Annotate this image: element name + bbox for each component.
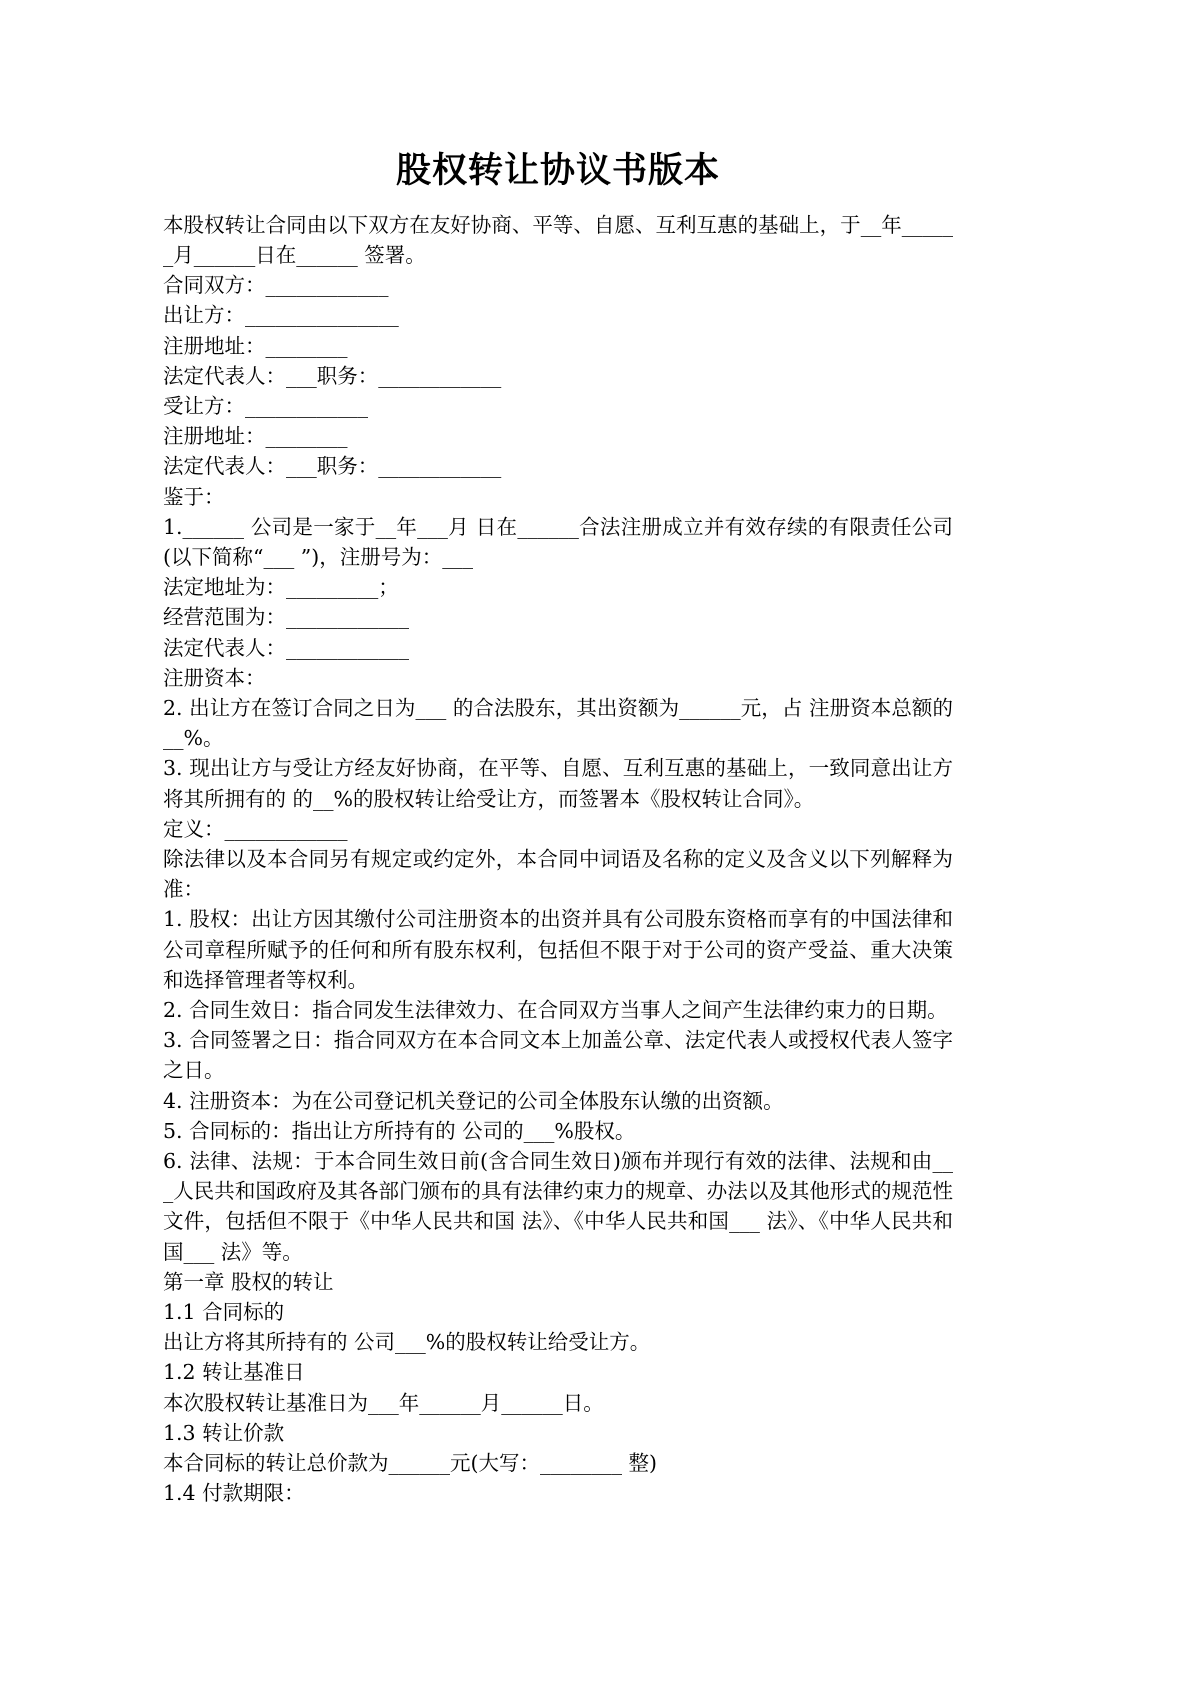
heading-section-1-3: 1.3 转让价款: [163, 1420, 285, 1445]
paragraph-transferee-address: 注册地址：________: [163, 424, 348, 449]
paragraph-section-1-1-body: 出让方将其所持有的 公司___%的股权转让给受让方。: [163, 1330, 651, 1355]
paragraph-transferor-legal-rep: 法定代表人：___职务：____________: [163, 363, 502, 388]
paragraph-definitions-intro: 除法律以及本合同另有规定或约定外，本合同中词语及名称的定义及含义以下列解释为准：: [163, 847, 953, 902]
document-body: [163, 210, 953, 1509]
heading-section-1-4: 1.4 付款期限：: [163, 1481, 305, 1506]
paragraph-whereas-2: 2. 出让方在签订合同之日为___ 的合法股东，其出资额为______元，占 注册资本总额的__%。: [163, 696, 953, 751]
paragraph-intro: 本股权转让合同由以下双方在友好协商、平等、自愿、互利互惠的基础上，于__年______月______日在______ 签署。: [163, 212, 953, 267]
paragraph-definitions-label: 定义：____________: [163, 816, 348, 841]
paragraph-definition-1: 1. 股权：出让方因其缴付公司注册资本的出资并具有公司股东资格而享有的中国法律和公司章程所赋予的任何和所有股东权利，包括但不限于对于公司的资产受益、重大决策和选择管理者等权利。: [163, 907, 953, 992]
paragraph-parties-label: 合同双方：____________: [163, 273, 389, 298]
heading-chapter-1: 第一章 股权的转让: [163, 1269, 334, 1294]
heading-section-1-2: 1.2 转让基准日: [163, 1360, 305, 1385]
paragraph-whereas-heading: 鉴于：: [163, 484, 225, 509]
paragraph-definition-5: 5. 合同标的：指出让方所持有的 公司的___%股权。: [163, 1118, 636, 1143]
paragraph-legal-address: 法定地址为：_________；: [163, 575, 399, 600]
paragraph-definition-4: 4. 注册资本：为在公司登记机关登记的公司全体股东认缴的出资额。: [163, 1088, 784, 1113]
paragraph-legal-rep: 法定代表人：____________: [163, 635, 409, 660]
paragraph-definition-6: 6. 法律、法规：于本合同生效日前(含合同生效日)颁布并现行有效的法律、法规和由___人民共和国政府及其各部门颁布的具有法律约束力的规章、办法以及其他形式的规范性文件，包括但不限于《中华人民共和国 法》、《中华人民共和国___ 法》、《中华人民共和国___ 法》等。: [163, 1149, 953, 1264]
document-content: [163, 0, 953, 1508]
paragraph-business-scope: 经营范围为：____________: [163, 605, 409, 630]
paragraph-definition-3: 3. 合同签署之日：指合同双方在本合同文本上加盖公章、法定代表人或授权代表人签字之日。: [163, 1028, 953, 1083]
paragraph-whereas-1: 1.______ 公司是一家于__年___月 日在______合法注册成立并有效存续的有限责任公司(以下简称“___ ”)，注册号为：___: [163, 514, 953, 569]
paragraph-definition-2: 2. 合同生效日：指合同发生法律效力、在合同双方当事人之间产生法律约束力的日期。: [163, 998, 948, 1023]
page-title: 股权转让协议书版本: [395, 151, 720, 191]
paragraph-transferee: 受让方：____________: [163, 393, 368, 418]
paragraph-registered-capital-label: 注册资本：: [163, 665, 266, 690]
heading-section-1-1: 1.1 合同标的: [163, 1300, 285, 1325]
paragraph-transferee-legal-rep: 法定代表人：___职务：____________: [163, 454, 502, 479]
paragraph-whereas-3: 3. 现出让方与受让方经友好协商，在平等、自愿、互利互惠的基础上，一致同意出让方将其所拥有的 的__%的股权转让给受让方，而签署本《股权转让合同》。: [163, 756, 953, 811]
paragraph-transferor-address: 注册地址：________: [163, 333, 348, 358]
paragraph-section-1-2-body: 本次股权转让基准日为___年______月______日。: [163, 1390, 604, 1415]
paragraph-section-1-3-body: 本合同标的转让总价款为______元(大写：________ 整): [163, 1451, 658, 1476]
paragraph-transferor: 出让方：_______________: [163, 303, 399, 328]
